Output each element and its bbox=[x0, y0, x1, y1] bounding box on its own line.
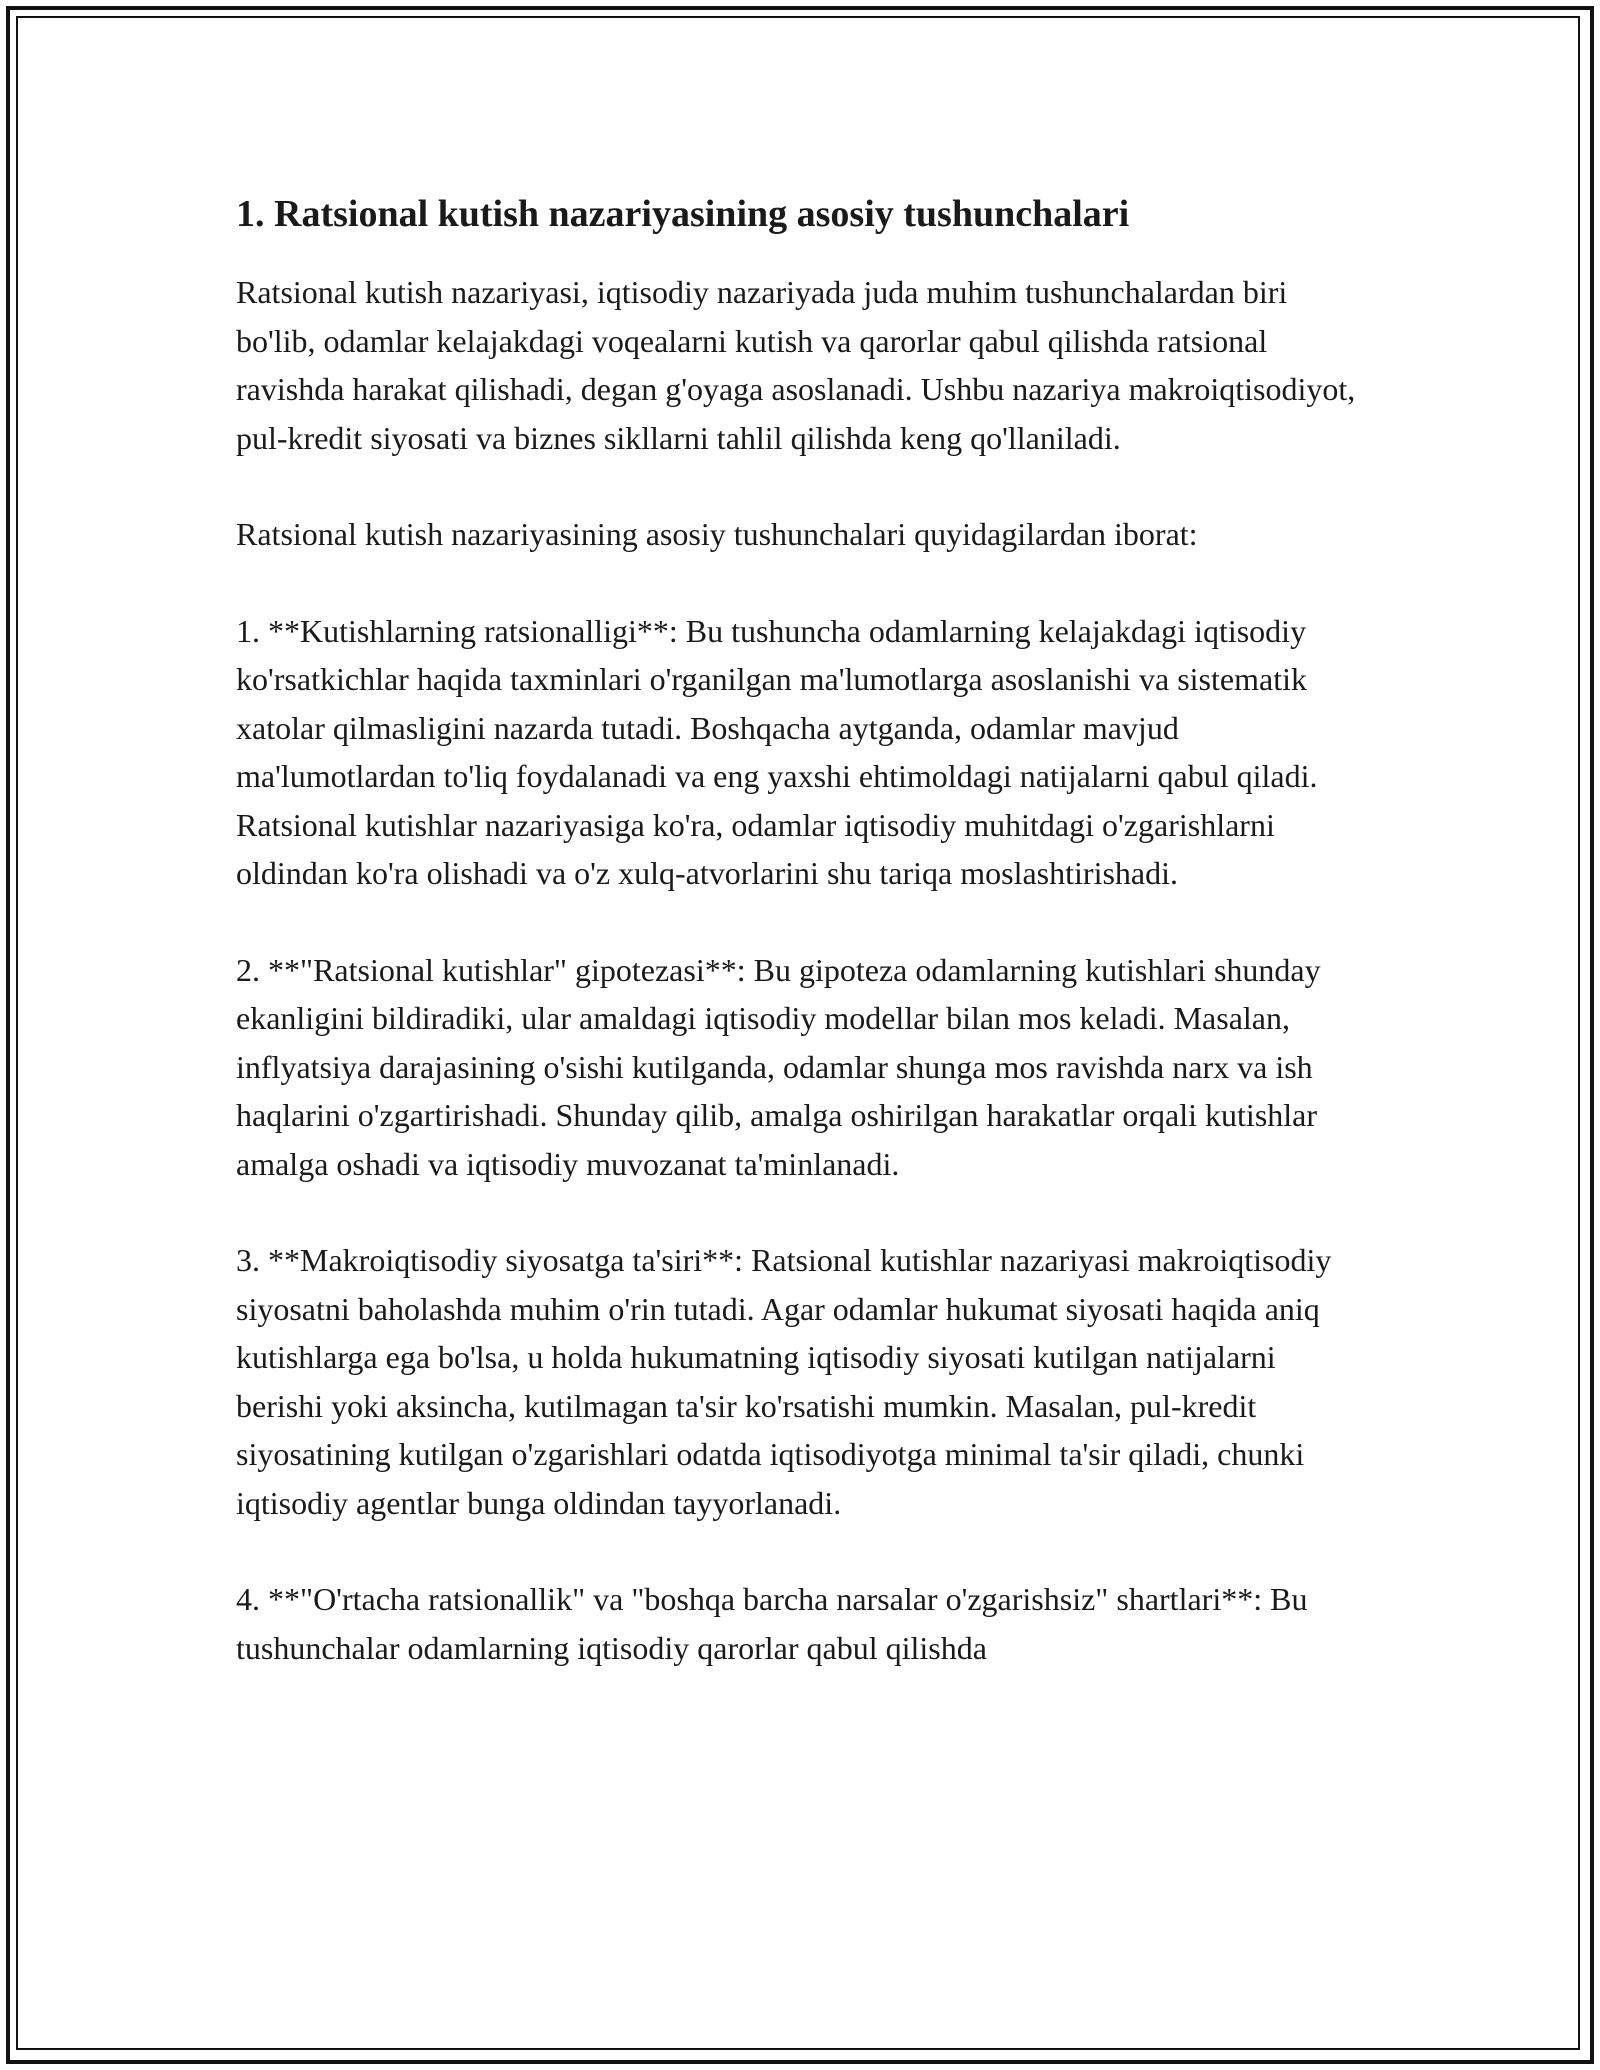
paragraph-item-2: 2. **"Ratsional kutishlar" gipotezasi**: Bu gipoteza odamlarning kutishlari shunday ekanligini bildiradiki, ular amaldagi iqtisodiy modellar bilan mos keladi. Masalan, inflyatsiya darajasining o'sishi kutilganda, odamlar shunga mos ravishda narx va ish haqlarini o'zgartirishadi. Shunday qilib, amalga oshirilgan harakatlar orqali kutishlar amalga oshadi va iqtisodiy muvozanat ta'minlanadi. bbox=[236, 951, 1321, 1182]
document-page bbox=[236, 188, 1366, 1672]
paragraph-item-1: 1. **Kutishlarning ratsionalligi**: Bu tushuncha odamlarning kelajakdagi iqtisodiy ko'rsatkichlar haqida taxminlari o'rganilgan ma'lumotlarga asoslanishi va sistematik xatolar qilmasligini nazarda tutadi. Boshqacha aytganda, odamlar mavjud ma'lumotlardan to'liq foydalanadi va eng yaxshi ehtimoldagi natijalarni qabul qiladi. Ratsional kutishlar nazariyasiga ko'ra, odamlar iqtisodiy muhitdagi o'zgarishlarni oldindan ko'ra olishadi va o'z xulq-atvorlarini shu tariqa moslashtirishadi. bbox=[236, 612, 1318, 891]
paragraph-intro: Ratsional kutish nazariyasi, iqtisodiy nazariyada juda muhim tushunchalardan biri bo'lib, odamlar kelajakdagi voqealarni kutish va qarorlar qabul qilishda ratsional ravishda harakat qilishadi, degan g'oyaga asoslanadi. Ushbu nazariya makroiqtisodiyot, pul-kredit siyosati va biznes sikllarni tahlil qilishda keng qo'llaniladi. bbox=[236, 274, 1356, 456]
paragraph-item-4: 4. **"O'rtacha ratsionallik" va "boshqa barcha narsalar o'zgarishsiz" shartlari**: Bu tushunchalar odamlarning iqtisodiy qarorlar qabul qilishda bbox=[236, 1581, 1308, 1666]
section-heading: 1. Ratsional kutish nazariyasining asosiy tushunchalari bbox=[236, 193, 1130, 235]
paragraph-item-3: 3. **Makroiqtisodiy siyosatga ta'siri**: Ratsional kutishlar nazariyasi makroiqtisodiy siyosatni baholashda muhim o'rin tutadi. Agar odamlar hukumat siyosati haqida aniq kutishlarga ega bo'lsa, u holda hukumatning iqtisodiy siyosati kutilgan natijalarni berishi yoki aksincha, kutilmagan ta'sir ko'rsatishi mumkin. Masalan, pul-kredit siyosatining kutilgan o'zgarishlari odatda iqtisodiyotga minimal ta'sir qiladi, chunki iqtisodiy agentlar bunga oldindan tayyorlanadi. bbox=[236, 1242, 1332, 1521]
paragraph-list-intro: Ratsional kutish nazariyasining asosiy tushunchalari quyidagilardan iborat: bbox=[236, 516, 1198, 552]
